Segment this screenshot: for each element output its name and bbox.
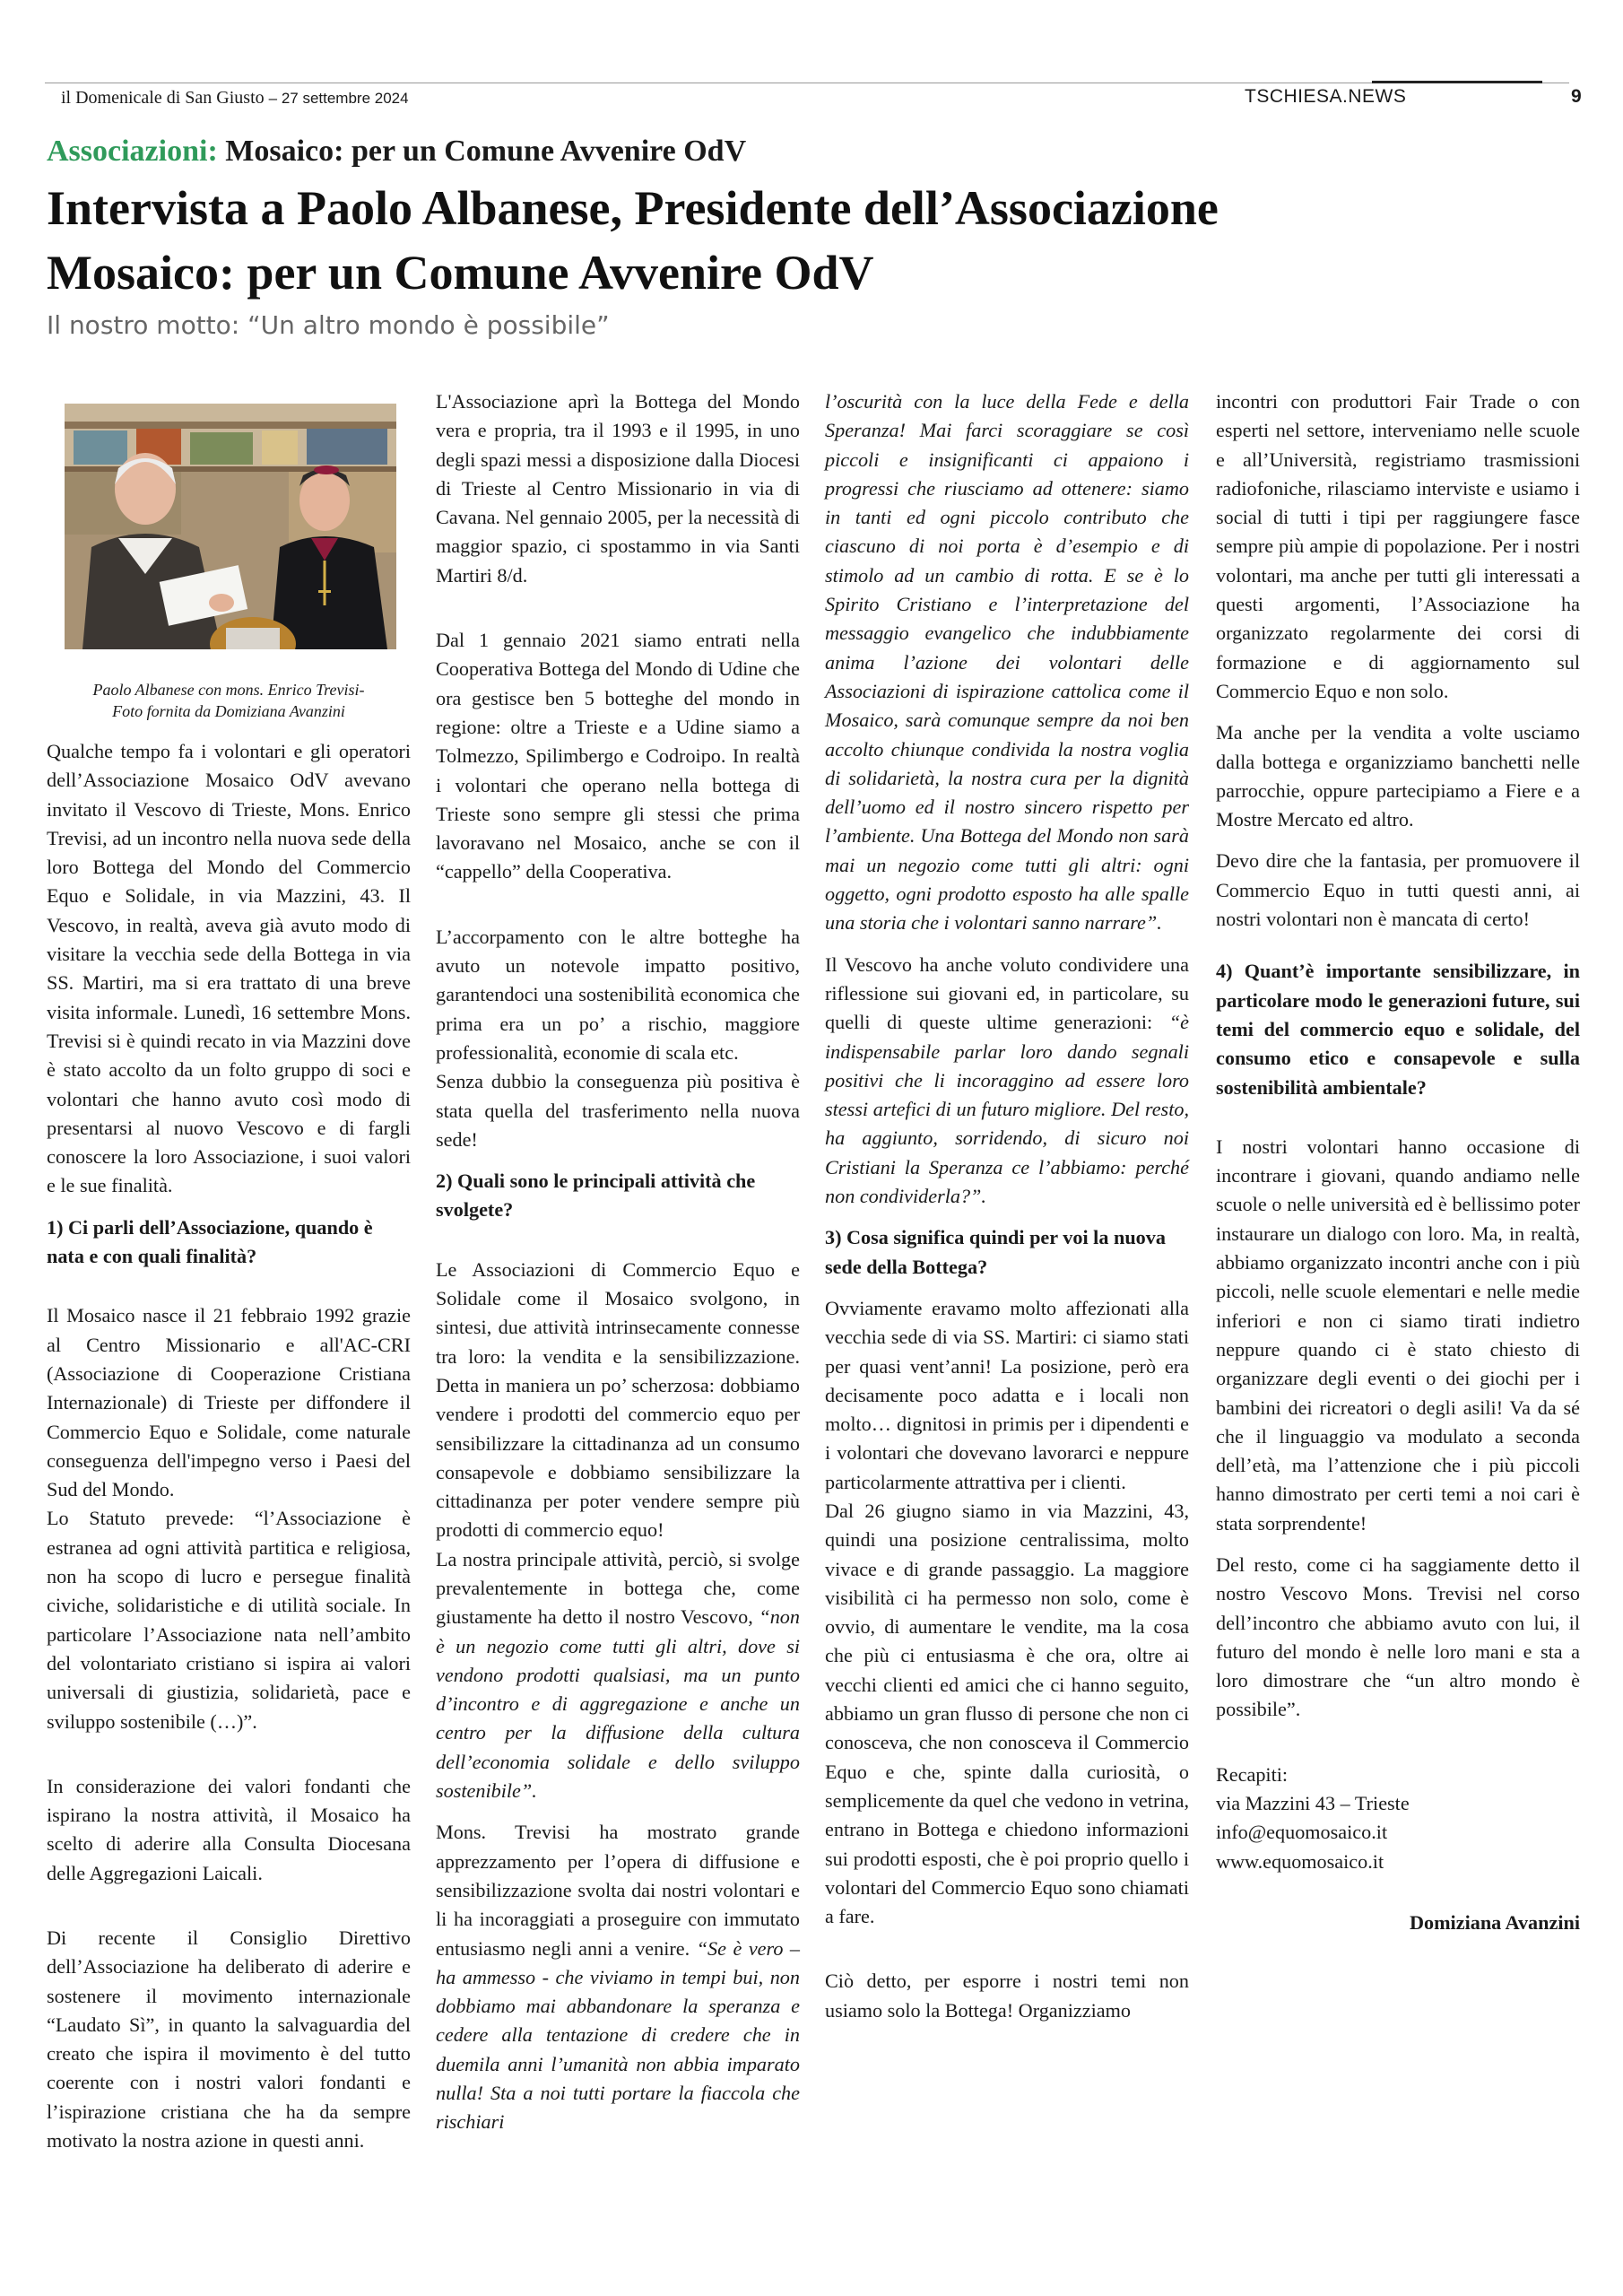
spacer bbox=[1216, 1737, 1580, 1761]
article-column-3 bbox=[825, 387, 1189, 2038]
paragraph: Del resto, come ci ha saggiamente detto il nostro Vescovo Mons. Trevisi nel corso dell’incontro che abbiamo avuto con lui, il futuro del mondo è nelle loro mani e sta a loro dimostrare che “un altro mondo è possibile”. bbox=[1216, 1552, 1580, 1721]
photo-illustration bbox=[65, 404, 396, 649]
paragraph: Senza dubbio la conseguenza più positiva è stata quella del trasferimento nella nuova sede! bbox=[436, 1070, 800, 1151]
paragraph-text: Mons. Trevisi ha mostrato grande apprezzamento per l’opera di diffusione e sensibilizzazione svolta dai nostri volontari e li ha incoraggiati a proseguire con immutato entusiasmo negli anni a venire. bbox=[436, 1821, 800, 1960]
paragraph: Qualche tempo fa i volontari e gli operatori dell’Associazione Mosaico OdV avevano invitato il Vescovo di Trieste, Mons. Enrico Trevisi, ad un incontro nella nuova sede della loro Bottega del Mondo del Commercio Equo e Solidale, in via Mazzini, 43. Il Vescovo, in realtà, aveva già avuto modo di visitare la vecchia sede della Bottega in via SS. Martiri, ma si era trattato di una breve visita informale. Lunedì, 16 settembre Mons. Trevisi si è quindi recato in via Mazzini dove è stato accolto da un folto gruppo di soci e volontari che hanno avuto così modo di presentarsi al nuovo Vescovo e di fargli conoscere la loro Associazione, i suoi valori e le sue finalità. bbox=[47, 740, 411, 1197]
article-column-1 bbox=[47, 737, 411, 2168]
paragraph: Di recente il Consiglio Direttivo dell’Associazione ha deliberato di aderire e sostenere il movimento internazionale “Laudato Sì”, in quanto la salvaguardia del creato che ispira il movimento è del tutto coerente con i nostri valori fondanti e l’ispirazione cristiana che ha da sempre motivato la nostra azione in questi anni. bbox=[47, 1926, 411, 2152]
site-name[interactable]: TSCHIESA.NEWS bbox=[1245, 86, 1407, 107]
article-column-4 bbox=[1216, 387, 1580, 1937]
page-number: 9 bbox=[1571, 86, 1582, 107]
caption-line-1: Paolo Albanese con mons. Enrico Trevisi- bbox=[92, 681, 365, 699]
quote-text: l’oscurità con la luce della Fede e della Speranza! Mai farci scoraggiare se così piccoli e insignificanti ci appaiono i progressi che riusciamo ad ottenere: siamo in tanti ed ogni piccolo contributo che ciascuno di noi porta è d’esempio e di stimolo ad un cambio di rotta. E se è lo Spirito Cristiano e l’interpretazione del messaggio evangelico che indubbiamente anima l’azione dei volontari delle Associazioni di ispirazione cattolica come il Mosaico, sarà comunque sempre da noi ben accolto chiunque condivida la nostra voglia di solidarietà, la nostra cura per la dignità dell’uomo ed il nostro sincero rispetto per l’ambiente. Una Bottega del Mondo non sarà mai un negozio come tutti gli altri: ogni oggetto, ogni prodotto esposto ha alle spalle una storia che i volontari sanno narrare”. bbox=[825, 390, 1189, 935]
paragraph bbox=[436, 1545, 800, 1806]
paragraph: incontri con produttori Fair Trade o con esperti nel settore, interveniamo nelle scuole e all’Università, registriamo trasmissioni radiofoniche, rilasciamo interviste e usiamo i social di tutti i tipi per raggiungere fasce sempre più ampie di popolazione. Per i nostri volontari, ma anche per tutti gli interessati a questi argomenti, l’Associazione ha organizzato regolarmente dei corsi di formazione e di aggiornamento sul Commercio Equo e non solo. bbox=[1216, 390, 1580, 702]
header-rule-accent bbox=[1372, 81, 1542, 83]
contacts bbox=[1216, 1761, 1580, 1876]
question-1: 1) Ci parli dell’Associazione, quando è nata e con quali finalità? bbox=[47, 1215, 373, 1268]
question-2: 2) Quali sono le principali attività che svolgete? bbox=[436, 1170, 756, 1222]
spacer bbox=[825, 1944, 1189, 1967]
spacer bbox=[436, 603, 800, 626]
paragraph: Il Mosaico nasce il 21 febbraio 1992 grazie al Centro Missionario e all'AC-CRI (Associazione di Cooperazione Cristiana Internazionale) di Trieste per diffondere il Commercio Equo e Solidale, come naturale conseguenza dell'impegno verso i Paesi del Sud del Mondo. bbox=[47, 1304, 411, 1501]
paragraph: In considerazione dei valori fondanti che ispirano la nostra attività, il Mosaico ha scelto di aderire alla Consulta Diocesana delle Aggregazioni Laicali. bbox=[47, 1774, 411, 1884]
paragraph: L’accorpamento con le altre botteghe ha avuto un notevole impatto positivo, garantendoci una sostenibilità economica che prima era un po’ a rischio, maggiore professionalità, economie di scala etc. bbox=[436, 925, 800, 1064]
spacer bbox=[436, 900, 800, 923]
issue-date: – 27 settembre 2024 bbox=[268, 90, 409, 107]
article-column-2 bbox=[436, 387, 800, 2150]
paragraph bbox=[825, 951, 1189, 1212]
subtitle-motto: Il nostro motto: “Un altro mondo è possibile” bbox=[47, 310, 610, 340]
paragraph bbox=[436, 1818, 800, 2136]
paragraph: L'Associazione aprì la Bottega del Mondo vera e propria, tra il 1993 e il 1995, in uno degli spazi messi a disposizione dalla Diocesi di Trieste al Centro Missionario in via di Cavana. Nel gennaio 2005, per la necessità di maggior spazio, ci spostammo in via Santi Martiri 8/d. bbox=[436, 390, 800, 587]
kicker bbox=[47, 135, 746, 169]
category-label: Associazioni: bbox=[47, 135, 218, 168]
author-byline: Domiziana Avanzini bbox=[1409, 1910, 1580, 1934]
question-4: 4) Quant’è importante sensibilizzare, in particolare modo le generazioni future, sui temi del commercio equo e solidale, del consumo etico e consapevole e sulla sostenibilità ambientale? bbox=[1216, 960, 1580, 1099]
paragraph: Devo dire che la fantasia, per promuovere il Commercio Equo in tutti questi anni, ai nostri volontari non è mancata di certo! bbox=[1216, 849, 1580, 931]
quote-text: “Se è vero – ha ammesso - che viviamo in tempi bui, non dobbiamo mai abbandonare la speranza e cedere alla tentazione di credere che in duemila anni l’umanità non abbia imparato nulla! Sta a noi tutti portare la fiaccola che rischiari bbox=[436, 1936, 801, 2134]
newspaper-name bbox=[61, 88, 409, 109]
paragraph: Lo Statuto prevede: “l’Associazione è estranea ad ogni attività partitica e religiosa, non ha scopo di lucro e persegue finalità civiche, solidaristiche e di utilità sociale. In particolare l’Associazione nata nell’ambito del volontariato cristiano si ispira ai valori universali di giustizia, solidarietà, pace e sviluppo sostenibile (…)”. bbox=[47, 1507, 411, 1733]
headline bbox=[47, 176, 1526, 305]
headline-line-2: Mosaico: per un Comune Avvenire OdV bbox=[47, 246, 874, 300]
contacts-address: via Mazzini 43 – Trieste bbox=[1216, 1792, 1410, 1815]
contacts-label: Recapiti: bbox=[1216, 1762, 1289, 1786]
contacts-email-link[interactable]: info@equomosaico.it bbox=[1216, 1821, 1388, 1844]
photo-image bbox=[65, 404, 396, 649]
quote-text: “è indispensabile parlar loro dando segnali positivi che li incoraggino ad essere loro stessi artefici di un futuro migliore. Del resto, ha aggiunto, sorridendo, di sicuro noi Cristiani la Speranza ce l’abbiamo: perché non condividerla?”. bbox=[825, 1011, 1189, 1208]
paragraph: Ovviamente eravamo molto affezionati alla vecchia sede di via SS. Martiri: ci siamo stati per quasi vent’anni! La posizione, però era decisamente poco adatta e i locali non molto… dignitosi in primis per i dipendenti e i volontari che dovevano lavorarci e neppure particolarmente attrattiva per i clienti. bbox=[825, 1296, 1189, 1493]
kicker-text: Mosaico: per un Comune Avvenire OdV bbox=[225, 135, 747, 168]
newspaper-title: il Domenicale di San Giusto bbox=[61, 88, 265, 108]
headline-line-1: Intervista a Paolo Albanese, Presidente dell’Associazione bbox=[47, 181, 1219, 235]
photo-caption bbox=[54, 679, 404, 722]
paragraph: I nostri volontari hanno occasione di incontrare i giovani, quando andiamo nelle scuole o nelle università ed è bellissimo poter instaurare un dialogo con loro. Ma, in realtà, abbiamo organizzato incontri anche con i più piccoli, nelle scuole elementari e nelle medie inferiori e non ci siamo tirati indietro neppure quando ci è stato chiesto di organizzare degli eventi o dei giochi per i bambini dei ricreatori o degli asili! Va da sé che il linguaggio va modulato a seconda dell’età, ma l’attenzione che i più piccoli hanno dimostrato per certi temi a noi cari è stata sorprendente! bbox=[1216, 1135, 1580, 1535]
caption-line-2: Foto fornita da Domiziana Avanzini bbox=[112, 702, 345, 720]
paragraph: Le Associazioni di Commercio Equo e Solidale come il Mosaico svolgono, in sintesi, due attività intrinsecamente connesse tra loro: la vendita e la sensibilizzazione. Detta in maniera un po’ scherzosa: dobbiamo vendere i prodotti del commercio equo per sensibilizzare la cittadinanza ad un consumo consapevole e dobbiamo sensibilizzare la cittadinanza per poter vendere sempre più prodotti di commercio equo! bbox=[436, 1257, 800, 1542]
spacer bbox=[47, 1900, 411, 1924]
paragraph: Dal 1 gennaio 2021 siamo entrati nella Cooperativa Bottega del Mondo di Udine che ora gestisce ben 5 botteghe del mondo in regione: oltre a Trieste e a Udine siamo a Tolmezzo, Spilimbergo e Codroipo. In realtà i volontari che operano nella bottega di Trieste sono sempre gli stessi che prima lavoravano nel Mosaico, anche se con il “cappello” della Cooperativa. bbox=[436, 629, 800, 883]
question-3: 3) Cosa significa quindi per voi la nuova sede della Bottega? bbox=[825, 1226, 1166, 1278]
paragraph-text: La nostra principale attività, perciò, si svolge prevalentemente in bottega che, come giustamente ha detto il nostro Vescovo, bbox=[436, 1547, 800, 1629]
contacts-website-link[interactable]: www.equomosaico.it bbox=[1216, 1849, 1384, 1873]
quote-text: “non è un negozio come tutti gli altri, dove si vendono prodotti qualsiasi, ma un punto d’incontro e di aggregazione e anche un centro per la diffusione della cultura dell’economia solidale e dello sviluppo sostenibile”. bbox=[436, 1605, 800, 1803]
paragraph: Dal 26 giugno siamo in via Mazzini, 43, quindi una posizione centralissima, molto vivace e di grande passaggio. La maggiore visibilità ci ha permesso non solo, come è ovvio, di aumentare le vendite, ma la cosa che più ci entusiasma è che ora, oltre ai vecchi clienti ed amici che ci hanno seguito, abbiamo un gran flusso di persone che non ci conosceva, che non conosceva il Commercio Equo e che, spinte dalla curiosità, o semplicemente da quel che vedono in vetrina, entrano in Bottega e chiedono informazioni sui prodotti esposti, che è poi proprio quello i volontari del Commercio Equo sono chiamati a fare. bbox=[825, 1499, 1190, 1928]
paragraph-text: Il Vescovo ha anche voluto condividere una riflessione sui giovani ed, in particolare, su quelli di queste ultime generazioni: bbox=[825, 952, 1189, 1034]
spacer bbox=[47, 1749, 411, 1772]
paragraph bbox=[825, 387, 1189, 938]
paragraph: Ciò detto, per esporre i nostri temi non usiamo solo la Bottega! Organizziamo bbox=[825, 1970, 1189, 2022]
paragraph: Ma anche per la vendita a volte usciamo dalla bottega e organizziamo banchetti nelle parrocchie, oppure partecipiamo a Fiere e a Mostre Mercato ed altro. bbox=[1216, 721, 1580, 831]
